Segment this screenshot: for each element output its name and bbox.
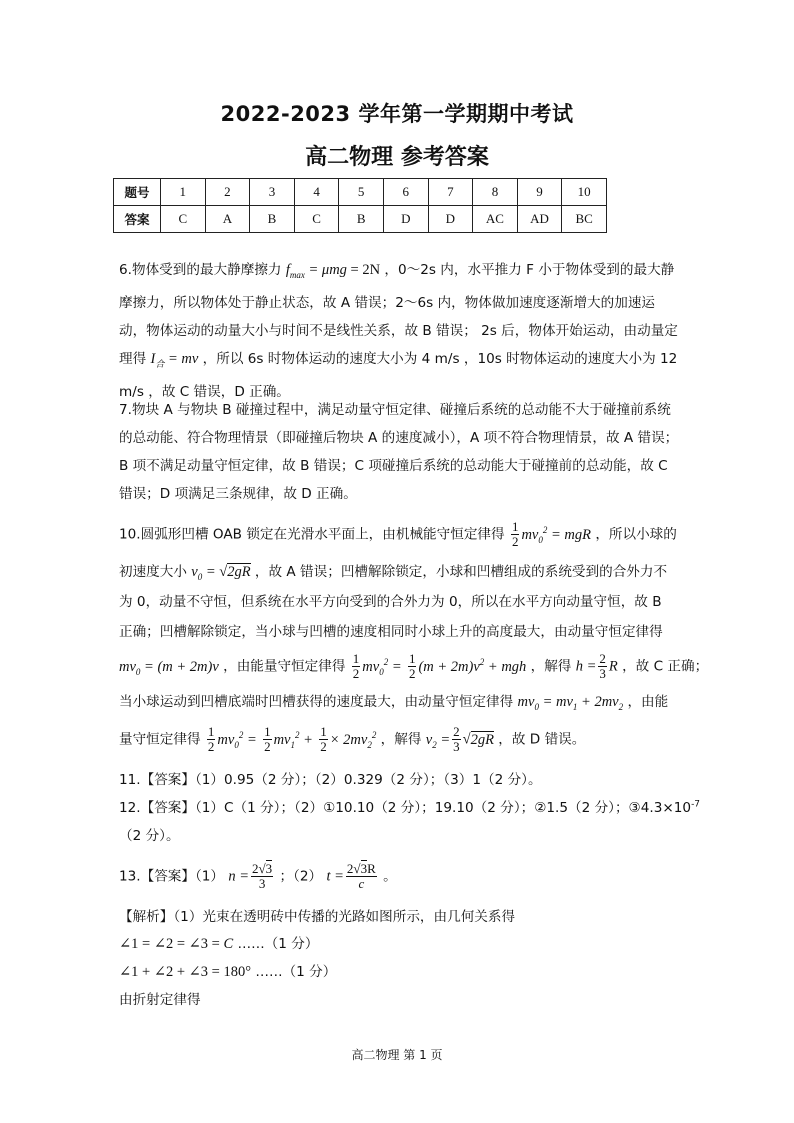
question-number: 9 [517,179,562,206]
answer-cell: B [339,206,384,233]
question-number: 4 [294,179,339,206]
q10-text: ，解得 [530,658,572,675]
answer-cell: D [383,206,428,233]
answer-cell: BC [562,206,607,233]
q6-formula-impulse: $I_合$ = mv [150,350,199,369]
q13-equation-1 [119,932,318,953]
q10-text: ，由能量守恒定律得 [223,658,346,675]
question-number: 10 [562,179,607,206]
q10-text: ，解得 [380,731,422,748]
q12-answer-line-2: （2 分）。 [119,828,180,844]
answer-cell: C [161,206,206,233]
q12-text: 12.【答案】（1）C（1 分）；（2）①10.10（2 分）；19.10（2 分）；②1.5（2 分）；③4.3×10 [119,800,692,816]
question-number: 7 [428,179,473,206]
q10-text: ，故 D 错误。 [498,731,586,748]
answer-cell: B [250,206,295,233]
answer-row [114,206,607,233]
q13-formula-angle-sum: ∠1 + ∠2 + ∠3 = 180° [119,964,252,980]
exam-title: 2022-2023 学年第一学期期中考试 [220,102,574,126]
q13-analysis: 【解析】（1）光束在透明砖中传播的光路如图所示，由几何关系得 [119,909,516,925]
q6-text-a: 6.物体受到的最大静摩擦力 [119,262,282,278]
q13-answer: 13.【答案】（1） n = $\frac{2√3}{3}$ ；（2） t = $\frac{2√3R}{c}$ 。 [119,861,397,891]
q13-formula-t: t = [326,868,344,885]
exam-subtitle: 高二物理 参考答案 [305,145,489,170]
q6-explanation [119,256,679,406]
answer-cell: C [294,206,339,233]
q10-line-7: 量守恒定律得 $\frac{1}{2}$ $mv_0^2$ = $\frac{1}{2}$ $mv_1^2$ + $\frac{1}{2}$ × $2mv_2^2$ ，解得 $v_2$ = $\frac{2}{3}$ √2gR ，故 D 错误。 [119,724,586,754]
q10-text: 10.圆弧形凹槽 OAB 锁定在光滑水平面上，由机械能守恒定律得 [119,526,505,543]
q10-line-5: $mv_0 = (m + 2m)v$ ，由能量守恒定律得 $\frac{1}{2}$ $mv_0^2$ = $\frac{1}{2}$ $(m + 2m)v^2$ + mgh ，解得 h = $\frac{2}{3}$ R ，故 C 正确； [119,651,709,681]
q10-text: ，由能 [627,694,669,710]
q13-equation-2 [119,960,336,981]
q10-text: 当小球运动到凹槽底端时凹槽获得的速度最大，由动量守恒定律得 [119,694,514,710]
q10-text: ，故 C 正确； [622,658,709,675]
q12-answer-line-1 [119,796,700,816]
answer-cell: A [205,206,250,233]
q10-line-6 [119,690,668,712]
q6-text-c: ，所以 6s 时物体运动的速度大小为 4 m/s ，10s 时物体运动的速度大小为 12 m/s ，故 C 错误，D 正确。 [119,350,678,400]
q10-text: 初速度大小 [119,564,187,580]
question-number-row [114,179,607,206]
page-footer: 高二物理 第 1 页 [351,1048,443,1062]
q10-fraction-half: $\frac{1}{2}$ [511,519,519,549]
answer-cell: AD [517,206,562,233]
q10-text: ，故 A 错误；凹槽解除锁定，小球和凹槽组成的系统受到的合外力不 [254,564,668,580]
question-number: 6 [383,179,428,206]
q13-text: 13.【答案】（1） [119,868,225,885]
q10-formula-momentum: $mv_0 = (m + 2m)v$ [119,658,219,677]
q10-line-2 [119,560,667,582]
question-number: 1 [161,179,206,206]
row-label-answers: 答案 [114,206,161,233]
q10-text: ，所以小球的 [595,526,677,543]
question-number: 8 [473,179,518,206]
answer-table [113,178,607,233]
q13-text: 。 [383,868,397,885]
q6-formula-fmax: $f_{max} = \mu mg = 2N$ [285,262,381,280]
question-number: 5 [339,179,384,206]
question-number: 2 [205,179,250,206]
q10-line-4: 正确；凹槽解除锁定，当小球与凹槽的速度相同时小球上升的高度最大，由动量守恒定律得 [119,624,663,640]
q6-text-b: ，0～2s 内，水平推力 F 小于物体受到的最大静摩擦力，所以物体处于静止状态，故 A 错误；2～6s 内，物体做加速度逐渐增大的加速运动，物体运动的动量大小与时间不是线性关系，故 B 错误； 2s 后，物体开始运动，由动量定理得 [119,262,678,367]
row-label-numbers: 题号 [114,179,161,206]
q13-formula-angles-equal: ∠1 = ∠2 = ∠3 = C [119,936,234,952]
q13-formula-n: n = [228,868,250,885]
q10-formula-momentum-2: $mv_0 = mv_1 + 2mv_2$ [517,694,624,712]
answer-cell: AC [473,206,518,233]
q11-answer: 11.【答案】（1）0.95（2 分）；（2）0.329（2 分）；（3）1（2 分）。 [119,772,542,788]
q10-formula-v0: $v_0 = √2gR$ [191,564,251,582]
answer-cell: D [428,206,473,233]
q7-explanation: 7.物块 A 与物块 B 碰撞过程中，满足动量守恒定律、碰撞后系统的总动能不大于碰撞前系统的总动能、符合物理情景（即碰撞后物块 A 的速度减小），A 项不符合物理情景，故 A 错误；B 项不满足动量守恒定律，故 B 错误；C 项碰撞后系统的总动能大于碰撞前的总动能，故 C 错误；D 项满足三条规律，故 D 正确。 [119,402,679,502]
question-number: 3 [250,179,295,206]
q12-exponent: -7 [691,799,701,810]
q10-line-3: 为 0，动量不守恒，但系统在水平方向受到的合外力为 0，所以在水平方向动量守恒，故 B [119,594,662,610]
q10-formula-v2: $v_2$ = [425,731,451,750]
q13-score-note: ……（1 分） [237,936,319,952]
q13-score-note: ……（1 分） [255,964,337,980]
q10-line-1: 10.圆弧形凹槽 OAB 锁定在光滑水平面上，由机械能守恒定律得 $\frac{1}{2}$ $mv_0^2$ = mgR ，所以小球的 [119,519,677,549]
q13-refraction-law: 由折射定律得 [119,992,201,1008]
q13-text: ；（2） [279,868,323,885]
q10-text: 量守恒定律得 [119,731,201,748]
q10-formula-h: h = [575,658,597,675]
